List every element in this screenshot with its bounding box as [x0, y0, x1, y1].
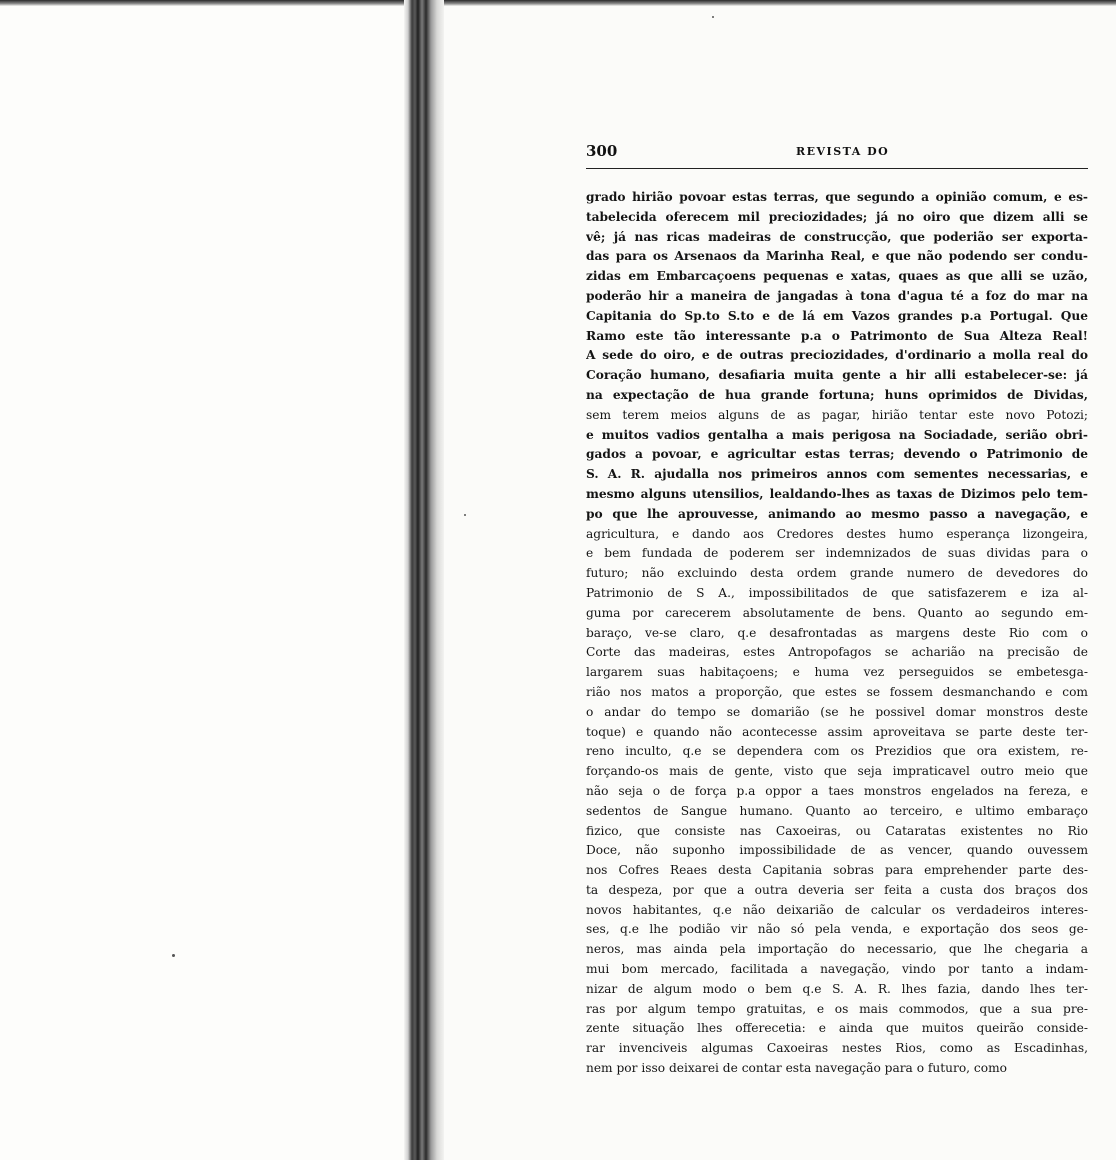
- text-line: Coração humano, desafiaria muita gente a hir alli estabelecer-se: já: [586, 368, 1088, 383]
- text-line: mui bom mercado, facilitada a navegação, vindo por tanto a indam-: [586, 962, 1088, 977]
- text-line: das para os Arsenaos da Marinha Real, e que não podendo ser condu-: [586, 249, 1088, 264]
- text-line: ses, q.e lhe podião vir não só pela venda, e exportação dos seos ge-: [586, 922, 1088, 937]
- book-gutter: [404, 0, 444, 1160]
- text-line: Doce, não suponho impossibilidade de as vencer, quando ouvessem: [586, 843, 1088, 858]
- text-line: rar invenciveis algumas Caxoeiras nestes Rios, como as Escadinhas,: [586, 1041, 1088, 1056]
- text-line: Ramo este tão interessante p.a o Patrimonto de Sua Alteza Real!: [586, 328, 1088, 343]
- text-line: e bem fundada de poderem ser indemnizados de suas dividas para o: [586, 546, 1088, 561]
- text-line: forçando-os mais de gente, visto que seja impraticavel outro meio que: [586, 764, 1088, 779]
- text-line: S. A. R. ajudalla nos primeiros annos com sementes necessarias, e: [586, 467, 1088, 482]
- left-blank-page: [0, 6, 404, 1160]
- text-line: tabelecida oferecem mil preciozidades; já no oiro que dizem alli se: [586, 209, 1088, 224]
- text-line: Capitania do Sp.to S.to e de lá em Vazos grandes p.a Portugal. Que: [586, 308, 1088, 323]
- text-line: sedentos de Sangue humano. Quanto ao terceiro, e ultimo embaraço: [586, 803, 1088, 818]
- text-line: novos habitantes, q.e não deixarião de calcular os verdadeiros interes-: [586, 902, 1088, 917]
- text-line: agricultura, e dando aos Credores destes humo esperança lizongeira,: [586, 526, 1088, 541]
- paper-speck: [464, 514, 466, 516]
- page-number: 300: [586, 142, 618, 160]
- text-line: guma por carecerem absolutamente de bens. Quanto ao segundo em-: [586, 605, 1088, 620]
- text-line: baraço, ve-se claro, q.e desafrontadas as margens deste Rio com o: [586, 625, 1088, 640]
- page-header: [586, 140, 1088, 169]
- text-line: poderão hir a maneira de jangadas à tona d'agua té a foz do mar na: [586, 288, 1088, 303]
- text-line: o andar do tempo se domarião (se he possivel domar monstros deste: [586, 704, 1088, 719]
- paper-speck: [172, 954, 175, 957]
- text-line: neros, mas ainda pela importação do necessario, que lhe chegaria a: [586, 942, 1088, 957]
- text-line: nem por isso deixarei de contar esta navegação para o futuro, como: [586, 1061, 1007, 1076]
- text-line: ta despeza, por que a outra deveria ser feita a custa dos braços dos: [586, 882, 1088, 897]
- text-line: A sede do oiro, e de outras preciozidades, d'ordinario a molla real do: [586, 348, 1088, 363]
- text-line: gados a povoar, e agricultar estas terras; devendo o Patrimonio de: [586, 447, 1088, 462]
- text-line: po que lhe aprouvesse, animando ao mesmo passo a navegação, e: [586, 506, 1088, 521]
- text-line: largarem suas habitaçoens; e huma vez perseguidos se embetesga-: [586, 665, 1088, 680]
- text-line: na expectação de hua grande fortuna; huns oprimidos de Dividas,: [586, 387, 1088, 402]
- text-line: nos Cofres Reaes desta Capitania sobras para emprehender parte des-: [586, 863, 1088, 878]
- text-line: toque) e quando não acontecesse assim aproveitava se parte deste ter-: [586, 724, 1088, 739]
- text-line: rião nos matos a proporção, que estes se fossem desmanchando e com: [586, 684, 1088, 699]
- text-line: zidas em Embarcaçoens pequenas e xatas, quaes as que alli se uzão,: [586, 269, 1088, 284]
- running-head: REVISTA DO: [796, 145, 890, 158]
- text-line: ras por algum tempo gratuitas, e os mais commodos, que a sua pre-: [586, 1001, 1088, 1016]
- text-line: zente situação lhes offerecetia: e ainda que muitos queirão conside-: [586, 1021, 1088, 1036]
- text-line: reno inculto, q.e se dependera com os Prezidios que ora existem, re-: [586, 744, 1088, 759]
- text-line: Patrimonio de S A., impossibilitados de que satisfazerem e iza al-: [586, 585, 1088, 600]
- text-line: não seja o de força p.a oppor a taes monstros engelados na fereza, e: [586, 783, 1088, 798]
- text-line: mesmo alguns utensilios, lealdando-lhes as taxas de Dizimos pelo tem-: [586, 486, 1088, 501]
- text-line: fizico, que consiste nas Caxoeiras, ou Cataratas existentes no Rio: [586, 823, 1088, 838]
- text-line: grado hirião povoar estas terras, que segundo a opinião comum, e es-: [586, 190, 1088, 204]
- text-line: futuro; não excluindo desta ordem grande numero de devedores do: [586, 566, 1088, 581]
- text-line: e muitos vadios gentalha a mais perigosa na Sociadade, serião obri-: [586, 427, 1088, 442]
- text-line: nizar de algum modo o bem q.e S. A. R. lhes fazia, dando lhes ter-: [586, 981, 1088, 996]
- body-paragraph: [586, 188, 1088, 1079]
- text-line: sem terem meios alguns de as pagar, hirião tentar este novo Potozi;: [586, 407, 1088, 422]
- text-line: Corte das madeiras, estes Antropofagos se acharião na precisão de: [586, 645, 1088, 660]
- paper-speck: [712, 16, 714, 18]
- text-line: vê; já nas ricas madeiras de construcção, que poderião ser exporta-: [586, 229, 1088, 244]
